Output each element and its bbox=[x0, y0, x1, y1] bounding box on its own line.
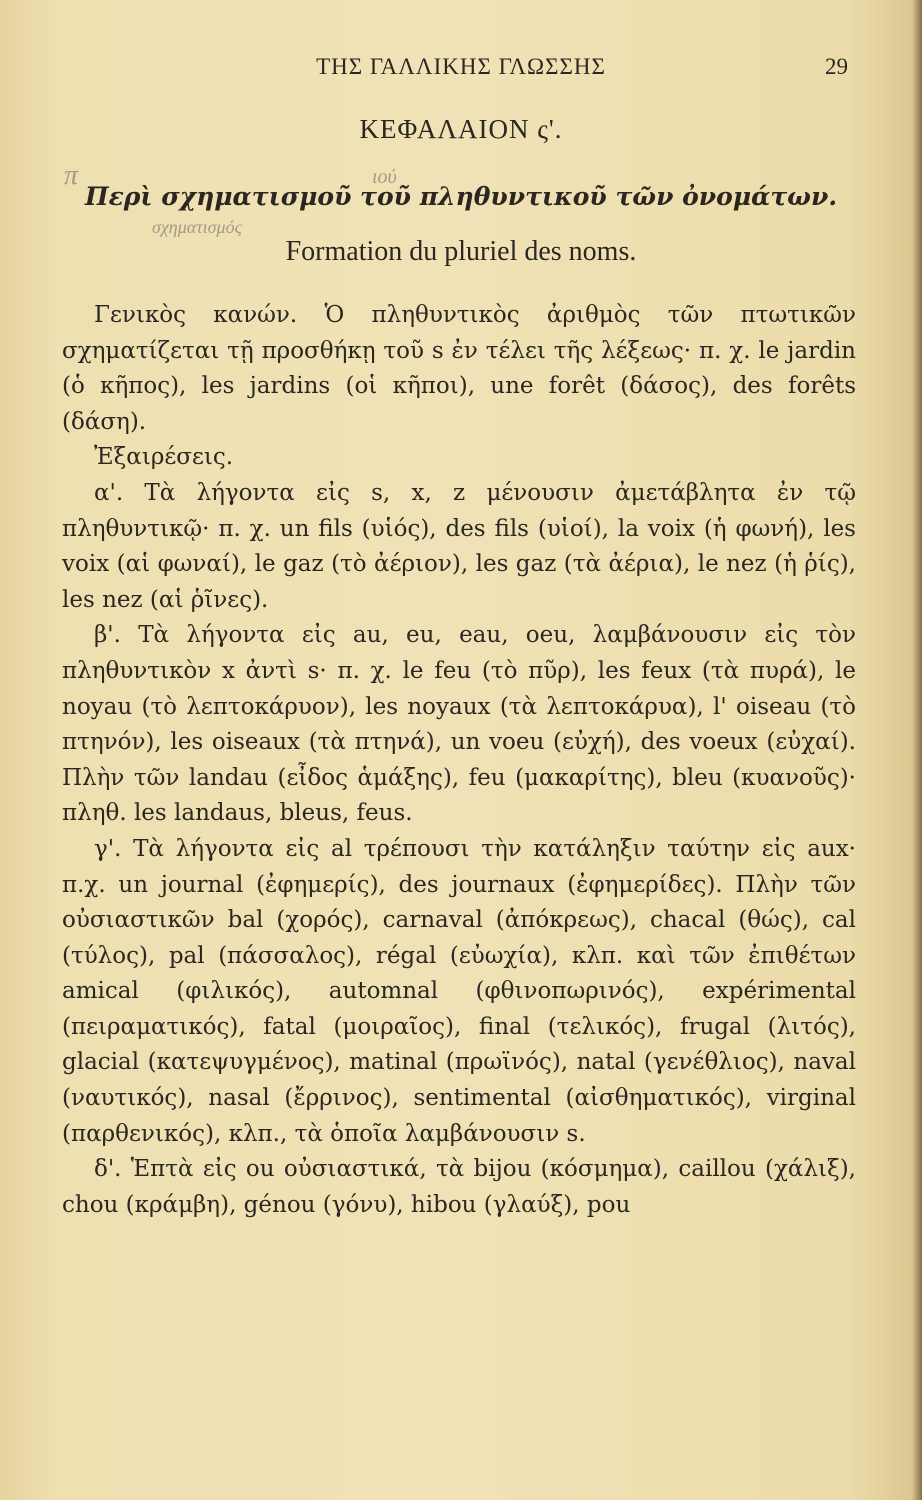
chapter-heading: ΚΕΦΑΛΑΙΟΝ ς'. bbox=[359, 114, 563, 144]
page-header bbox=[60, 54, 862, 84]
pencil-annotation-below-title: σχηματισμός bbox=[152, 217, 242, 237]
page-edge-shadow bbox=[912, 0, 922, 1500]
pencil-annotation-margin: π bbox=[64, 160, 79, 191]
paragraph-exception-delta: δ'. Ἑπτὰ εἰς ou οὐσιαστικά, τὰ bijou (κόσμημα), caillou (χάλιξ), chou (κράμβη), génou (γόνυ), hibou (γλαύξ), pou bbox=[62, 1156, 856, 1218]
paragraph-exception-gamma: γ'. Τὰ λήγοντα εἰς al τρέπουσι τὴν κατάληξιν ταύτην εἰς aux· π.χ. un journal (ἐφημερίς), des journaux (ἐφημερίδες). Πλὴν τῶν οὐσιαστικῶν bal (χορός), carnaval (ἀπόκρεως), chacal (θώς), cal (τύλος), pal (πάσσαλος), régal (εὐωχία), κλπ. καὶ τῶν ἐπιθέτων amical (φιλικός), automnal (φθινοπωρινός), expérimental (πειραματικός), fatal (μοιραῖος), final (τελικός), frugal (λιτός), glacial (κατεψυγμένος), matinal (πρωϊνός), natal (γενέθλιος), naval (ναυτικός), nasal (ἔρρινος), sentimental (αἰσθηματικός), virginal (παρθενικός), κλπ., τὰ ὁποῖα λαμβάνουσιν s. bbox=[62, 835, 856, 1147]
pencil-annotation-above-title: ιού bbox=[372, 166, 397, 188]
paragraph-exception-beta: β'. Τὰ λήγοντα εἰς au, eu, eau, oeu, λαμβάνουσιν εἰς τὸν πληθυντικὸν x ἀντὶ s· π. χ. le feu (τὸ πῦρ), les feux (τὰ πυρά), le noyau (τὸ λεπτοκάρυον), les noyaux (τὰ λεπτοκάρυα), l' oiseau (τὸ πτηνόν), les oiseaux (τὰ πτηνά), un voeu (εὐχή), des voeux (εὐχαί). Πλὴν τῶν landau (εἶδος ἁμάξης), feu (μακαρίτης), bleu (κυανοῦς)· πληθ. les landaus, bleus, feus. bbox=[62, 622, 856, 827]
paragraph-general-rule: Γενικὸς κανών. Ὁ πληθυντικὸς ἀριθμὸς τῶν πτωτικῶν σχηματίζεται τῇ προσθήκῃ τοῦ s ἐν τέλει τῆς λέξεως· π. χ. le jardin (ὁ κῆπος), les jardins (οἱ κῆποι), une forêt (δάσος), des forêts (δάση). bbox=[62, 302, 856, 435]
section-title-french: Formation du pluriel des noms. bbox=[285, 236, 637, 267]
running-head: ΤΗΣ ΓΑΛΛΙΚΗΣ ΓΛΩΣΣΗΣ bbox=[316, 54, 606, 79]
section-title-greek: Περὶ σχηματισμοῦ τοῦ πληθυντικοῦ τῶν ὀνομάτων. bbox=[84, 182, 838, 211]
paragraph-exception-alpha: α'. Τὰ λήγοντα εἰς s, x, z μένουσιν ἀμετάβλητα ἐν τῷ πληθυντικῷ· π. χ. un fils (υἱός), des fils (υἱοί), la voix (ἡ φωνή), les voix (αἱ φωναί), le gaz (τὸ ἀέριον), les gaz (τὰ ἀέρια), le nez (ἡ ῥίς), les nez (αἱ ῥῖνες). bbox=[62, 479, 856, 613]
page-number: 29 bbox=[825, 54, 848, 79]
paragraph-exceptions-heading: Ἐξαιρέσεις. bbox=[94, 444, 234, 471]
body-text bbox=[62, 298, 856, 1223]
